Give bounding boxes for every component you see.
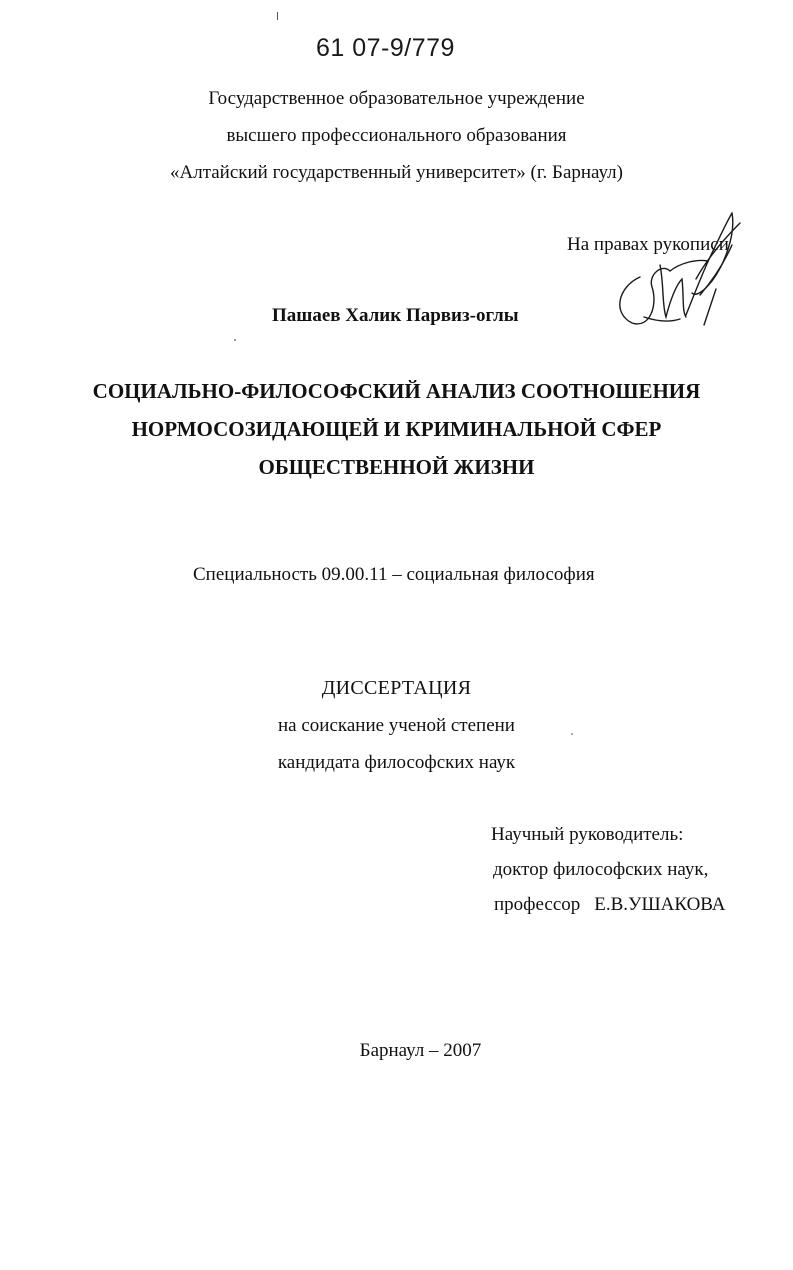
dissertation-degree: кандидата философских наук [277,752,516,773]
supervisor-rank-name [491,887,726,922]
author-name: Пашаев Халик Парвиз-оглы [272,305,519,326]
institution-line-3: «Алтайский государственный университет» (г. Барнаул) [170,162,623,183]
title-line-2: НОРМОСОЗИДАЮЩЕЙ И КРИМИНАЛЬНОЙ СФЕР [131,417,662,441]
manuscript-rights-label: На правах рукописи [567,234,729,255]
institution-line-2: высшего профессионального образования [226,125,567,146]
scan-dot [234,339,236,341]
supervisor-block [491,817,726,922]
dissertation-title [0,372,793,486]
signature-icon [600,205,760,340]
supervisor-degree: доктор философских наук, [493,859,709,880]
institution-line-1: Государственное образовательное учреждение [208,88,585,109]
title-line-1: СОЦИАЛЬНО-ФИЛОСОФСКИЙ АНАЛИЗ СООТНОШЕНИЯ [92,379,701,403]
city-year: Барнаул – 2007 [359,1040,482,1061]
supervisor-name: Е.В.УШАКОВА [594,894,726,915]
dissertation-type: ДИССЕРТАЦИЯ [321,677,472,699]
scan-mark [277,12,278,20]
supervisor-rank: профессор [494,894,581,915]
supervisor-label: Научный руководитель: [491,824,684,845]
title-line-3: ОБЩЕСТВЕННОЙ ЖИЗНИ [258,455,535,479]
dissertation-purpose: на соискание ученой степени [278,715,515,736]
dissertation-block [0,670,793,781]
catalog-number: 61 07-9/779 [316,34,455,62]
specialty: Специальность 09.00.11 – социальная философия [193,564,595,585]
